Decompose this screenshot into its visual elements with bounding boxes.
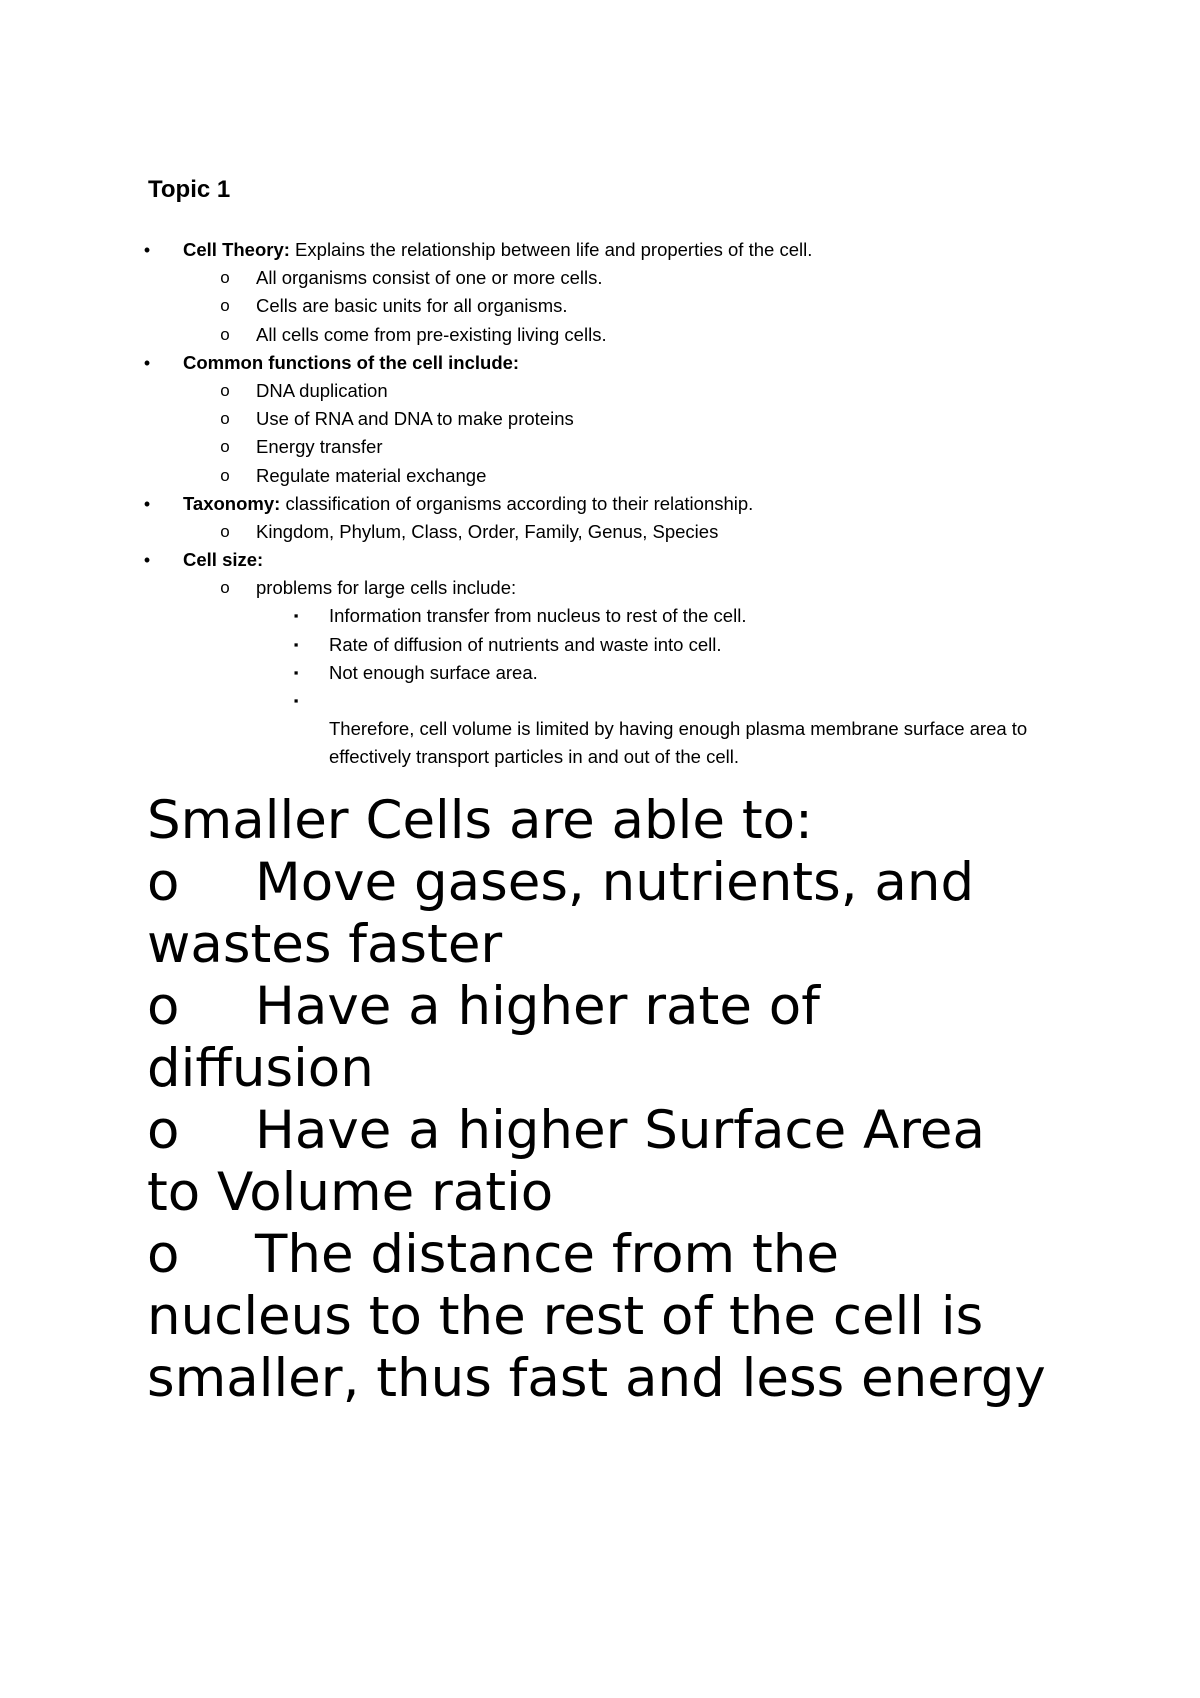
list-item (0, 264, 1200, 292)
list-item (0, 631, 1200, 659)
summary-marker: o (147, 1100, 180, 1161)
bullet-marker: o (220, 437, 230, 457)
list-item-text (256, 405, 1056, 433)
list-item-text (329, 715, 1049, 771)
summary-marker: o (147, 976, 180, 1037)
list-item-text (256, 377, 1056, 405)
list-item (0, 236, 1200, 264)
list-item (0, 377, 1200, 405)
item-description: Information transfer from nucleus to rest of the cell. (329, 605, 747, 627)
bullet-marker: o (220, 465, 230, 485)
bullet-marker: o (220, 380, 230, 400)
list-item (0, 518, 1200, 546)
bullet-marker: ▪ (293, 636, 299, 652)
list-item-text (329, 631, 1049, 659)
bullet-marker: • (143, 240, 151, 260)
page-title: Topic 1 (148, 176, 231, 203)
list-item-text (183, 236, 1063, 264)
item-description: Explains the relationship between life and properties of the cell. (289, 239, 813, 260)
item-description: Not enough surface area. (329, 661, 538, 683)
bullet-marker: o (220, 578, 230, 598)
list-item-text (256, 574, 1056, 602)
item-term: Common functions of the cell include: (183, 351, 520, 373)
list-item (0, 462, 1200, 490)
list-item (0, 490, 1200, 518)
list-item (0, 546, 1200, 574)
summary-heading: Smaller Cells are able to: (147, 790, 813, 851)
item-description: classification of organisms according to their relationship. (280, 492, 754, 514)
list-item (0, 433, 1200, 461)
bullet-marker: o (220, 409, 230, 429)
list-item-text (256, 292, 1056, 320)
summary-point: o Move gases, nutrients, and wastes faster (147, 852, 975, 975)
item-description: All organisms consist of one or more cells. (256, 267, 603, 289)
notes-list (0, 236, 1200, 772)
list-item-text (256, 321, 1056, 349)
item-term: Taxonomy: (183, 492, 281, 514)
list-item-text (256, 433, 1056, 461)
summary-marker: o (147, 852, 180, 913)
list-item (0, 292, 1200, 320)
list-item (0, 321, 1200, 349)
list-item-text (256, 518, 1056, 546)
list-item (0, 574, 1200, 602)
item-description: Rate of diffusion of nutrients and waste into cell. (329, 633, 722, 655)
summary-block (147, 790, 1047, 1410)
bullet-marker: ▪ (293, 608, 299, 624)
item-description: Energy transfer (256, 436, 383, 458)
item-term: Cell size: (183, 549, 264, 571)
summary-point: o The distance from the nucleus to the rest of the cell is smaller, thus fast and less energy (147, 1224, 1046, 1409)
list-item-text (256, 264, 1056, 292)
list-item (0, 687, 1200, 772)
list-item-text (183, 349, 1063, 377)
item-description: Regulate material exchange (256, 464, 487, 486)
summary-point: o Have a higher Surface Area to Volume ratio (147, 1100, 985, 1223)
item-description: All cells come from pre-existing living cells. (256, 323, 607, 345)
item-term: Cell Theory: (183, 239, 290, 260)
bullet-marker: • (143, 493, 151, 514)
list-item-text (256, 462, 1056, 490)
summary-point: o Have a higher rate of diffusion (147, 976, 820, 1099)
bullet-marker: o (220, 324, 230, 344)
item-description: Use of RNA and DNA to make proteins (256, 408, 574, 430)
list-item-text (183, 546, 1063, 574)
bullet-marker: ▪ (293, 693, 299, 708)
item-description: DNA duplication (256, 379, 388, 401)
item-description: Cells are basic units for all organisms. (256, 295, 568, 317)
item-description: Kingdom, Phylum, Class, Order, Family, Genus, Species (256, 520, 719, 542)
bullet-marker: • (143, 352, 151, 373)
item-description: problems for large cells include: (256, 577, 517, 599)
bullet-marker: • (143, 550, 151, 571)
list-item (0, 602, 1200, 630)
list-item (0, 659, 1200, 687)
list-item-text (329, 602, 1049, 630)
list-item-text (329, 659, 1049, 687)
list-item (0, 405, 1200, 433)
bullet-marker: o (220, 521, 230, 541)
list-item (0, 349, 1200, 377)
bullet-marker: o (220, 268, 230, 288)
item-description: Therefore, cell volume is limited by having enough plasma membrane surface area to effectively transport particles in and out of the cell. (329, 718, 1028, 768)
summary-marker: o (147, 1224, 180, 1285)
bullet-marker: o (220, 296, 230, 316)
bullet-marker: ▪ (293, 664, 299, 680)
list-item-text (183, 490, 1063, 518)
